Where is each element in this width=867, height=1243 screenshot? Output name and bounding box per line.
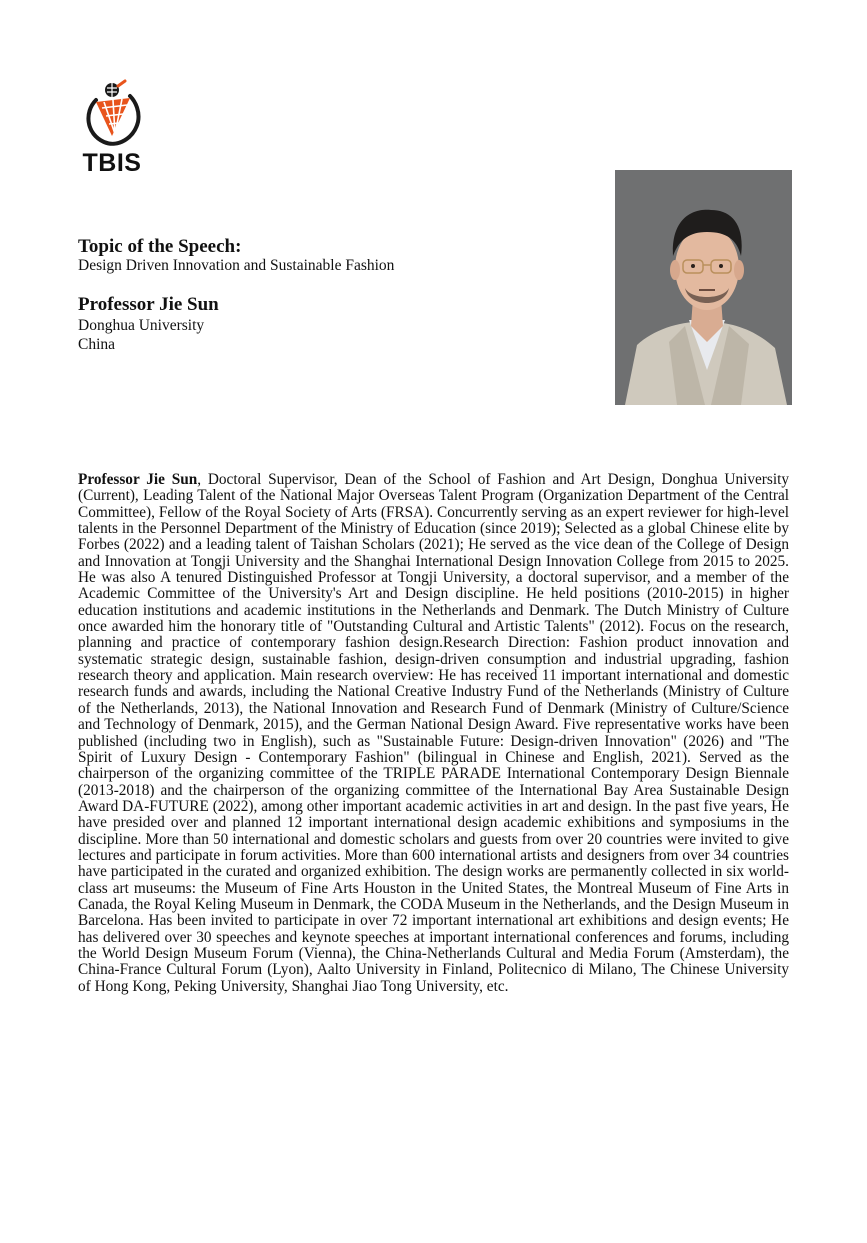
- speaker-portrait-photo: [615, 170, 792, 405]
- speaker-name: Professor Jie Sun: [78, 294, 219, 315]
- logo-text: TBIS: [82, 149, 142, 177]
- bio-lead-name: Professor Jie Sun: [78, 471, 198, 488]
- speaker-country: China: [78, 336, 116, 353]
- bio-text: , Doctoral Supervisor, Dean of the School of Fashion and Art Design, Donghua University (Current), Leading Talent of the National Major Overseas Talent Program (Organization Department of the Central Committee), Fellow of the Royal Society of Arts (FRSA). Concurrently serving as an expert reviewer for high-level talents in the Personnel Department of the Ministry of Education (since 2019); Selected as a global Chinese elite by Forbes (2022) and a leading talent of Taishan Scholars (2021); He served as the vice dean of the College of Design and Innovation at Tongji University and the Shanghai International Design Innovation College from 2015 to 2025. He was also A tenured Distinguished Professor at Tongji University, a doctoral supervisor, and a member of the Academic Committee of the University's Art and Design discipline. He held positions (2010-2015) in higher education institutions and academic institutions in the Netherlands and Denmark. The Dutch Ministry of Culture once awarded him the honorary title of "Outstanding Cultural and Artistic Talents" (2012). Focus on the research, planning and practice of contemporary fashion design.Research Direction: Fashion product innovation and systematic strategic design, sustainable fashion, design-driven consumption and industrial upgrading, fashion research theory and application. Main research overview: He has received 11 important international and domestic research funds and awards, including the National Creative Industry Fund of the Netherlands (Ministry of Culture of the Netherlands, 2013), the National Innovation and Research Fund of Denmark (Ministry of Culture/Science and Technology of Denmark, 2015), and the German National Design Award. Five representative works have been published (including two in English), such as "Sustainable Future: Design-driven Innovation" (2026) and "The Spirit of Luxury Design - Contemporary Fashion" (bilingual in Chinese and English, 2021). Served as the chairperson of the organizing committee of the TRIPLE PARADE International Contemporary Design Biennale (2013-2018) and the chairperson of the organizing committee of the International Bay Area Sustainable Design Award DA-FUTURE (2022), among other important academic activities in art and design. In the past five years, He have presided over and planned 12 important international design academic exhibitions and symposiums in the discipline. More than 50 international and domestic scholars and guests from over 20 countries were invited to give lectures and participate in forum activities. More than 600 international artists and designers from over 34 countries have participated in the curated and organized exhibition. The design works are permanently collected in six world-class art museums: the Museum of Fine Arts Houston in the United States, the Montreal Museum of Fine Arts in Canada, the Royal Keling Museum in Denmark, the CODA Museum in the Netherlands, and the Design Museum in Barcelona. Has been invited to participate in over 72 important international art exhibitions and design events; He has delivered over 30 speeches and keynote speeches at important international conferences and forums, including the World Design Museum Forum (Vienna), the China-Netherlands Cultural and Media Forum (Amsterdam), the China-France Cultural Forum (Lyon), Aalto University in Finland, Politecnico di Milano, The Chinese University of Hong Kong, Peking University, Shanghai Jiao Tong University, etc.: [78, 471, 789, 995]
- topic-label: Topic of the Speech:: [78, 236, 242, 257]
- tbis-logo: [76, 78, 148, 178]
- speaker-biography: [78, 472, 789, 995]
- speech-title: Design Driven Innovation and Sustainable Fashion: [78, 257, 395, 274]
- tbis-logo-icon: [82, 78, 142, 146]
- speaker-affiliation: Donghua University: [78, 317, 205, 334]
